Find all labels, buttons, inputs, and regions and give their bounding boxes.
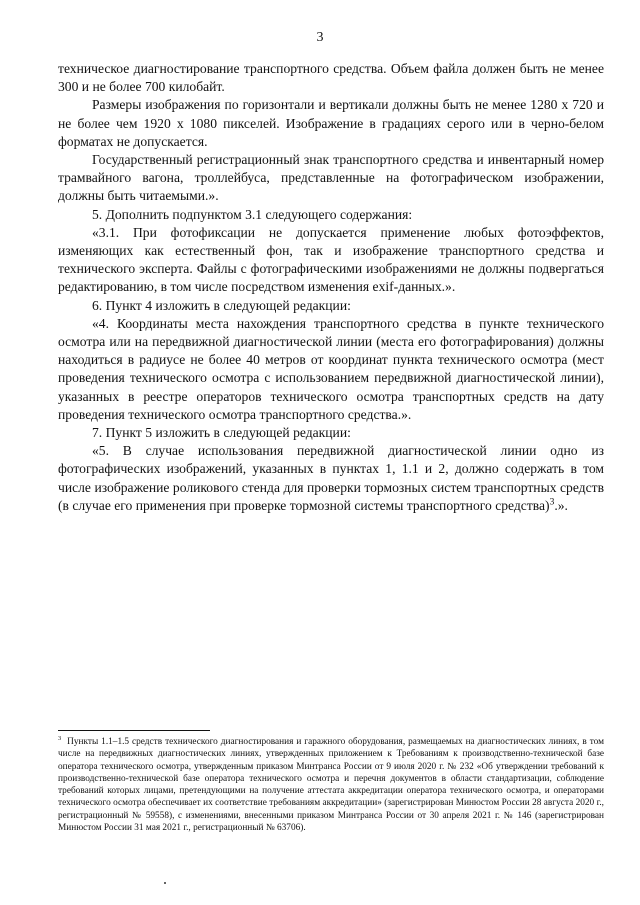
paragraph-9	[58, 442, 604, 515]
page-number: 3	[316, 30, 324, 45]
paragraph-7: «4. Координаты места нахождения транспортного средства в пункте технического осмотра или на передвижной диагностической линии (места его фотографирования) должны находиться в радиусе не более 40 метров от координат пункта технического осмотра (мест проведения технического осмотра с использованием передвижной диагностической линии), указанных в реестре операторов технического осмотра транспортных средств на дату проведения технического осмотра транспортного средства.».	[58, 315, 604, 422]
paragraph-9-tail: .».	[554, 497, 568, 513]
document-body	[58, 60, 604, 515]
footnote-marker: 3	[58, 734, 62, 742]
footnote-reference: 3	[549, 497, 555, 508]
paragraph-3: Государственный регистрационный знак транспортного средства и инвентарный номер трамвайного вагона, троллейбуса, представленные на фотографическом изображении, должны быть читаемыми.».	[58, 152, 604, 204]
paragraph-8: 7. Пункт 5 изложить в следующей редакции:	[92, 425, 351, 441]
paragraph-6: 6. Пункт 4 изложить в следующей редакции:	[92, 297, 351, 313]
paragraph-1: техническое диагностирование транспортного средства. Объем файла должен быть не менее 300 и не более 700 килобайт.	[58, 61, 604, 95]
footnote-separator	[58, 730, 210, 731]
scan-speck	[164, 882, 166, 884]
footnote-text: Пункты 1.1–1.5 средств технического диагностирования и гаражного оборудования, размещаемых на диагностических линиях, в том числе на передвижных диагностических линиях, утвержденных приложением к Требованиям к производственно-технической базе оператора технического осмотра, утвержденным приказом Минтранса России от 9 июля 2020 г. № 232 «Об утверждении требований к производственно-технической базе оператора технического осмотра и перечня документов в области стандартизации, соблюдение требований которых лицами, претендующими на получение аттестата аккредитации оператора технического осмотра, и операторами технического осмотра обеспечивает их соответствие требованиям аккредитации» (зарегистрирован Минюстом России 28 августа 2020 г., регистрационный № 59558), с изменениями, внесенными приказом Минтранса России от 30 апреля 2021 г. № 146 (зарегистрирован Минюстом России 31 мая 2021 г., регистрационный № 63706).	[58, 737, 604, 834]
paragraph-2: Размеры изображения по горизонтали и вертикали должны быть не менее 1280 х 720 и не более чем 1920 х 1080 пикселей. Изображение в градациях серого или в черно-белом форматах не допускается.	[58, 97, 604, 149]
paragraph-4: 5. Дополнить подпунктом 3.1 следующего содержания:	[92, 206, 413, 222]
footnote	[58, 736, 604, 834]
paragraph-9-text: «5. В случае использования передвижной диагностической линии одно из фотографических изображений, указанных в пунктах 1, 1.1 и 2, должно содержать в том числе изображение роликового стенда для проверки тормозных систем транспортных средств (в случае его применения при проверке тормозной системы транспортного средства)	[58, 443, 604, 513]
paragraph-5: «3.1. При фотофиксации не допускается применение любых фотоэффектов, изменяющих как естественный фон, так и изображение транспортного средства и технического эксперта. Файлы с фотографическими изображениями не должны подвергаться редактированию, в том числе посредством изменения exif-данных.».	[58, 224, 604, 295]
